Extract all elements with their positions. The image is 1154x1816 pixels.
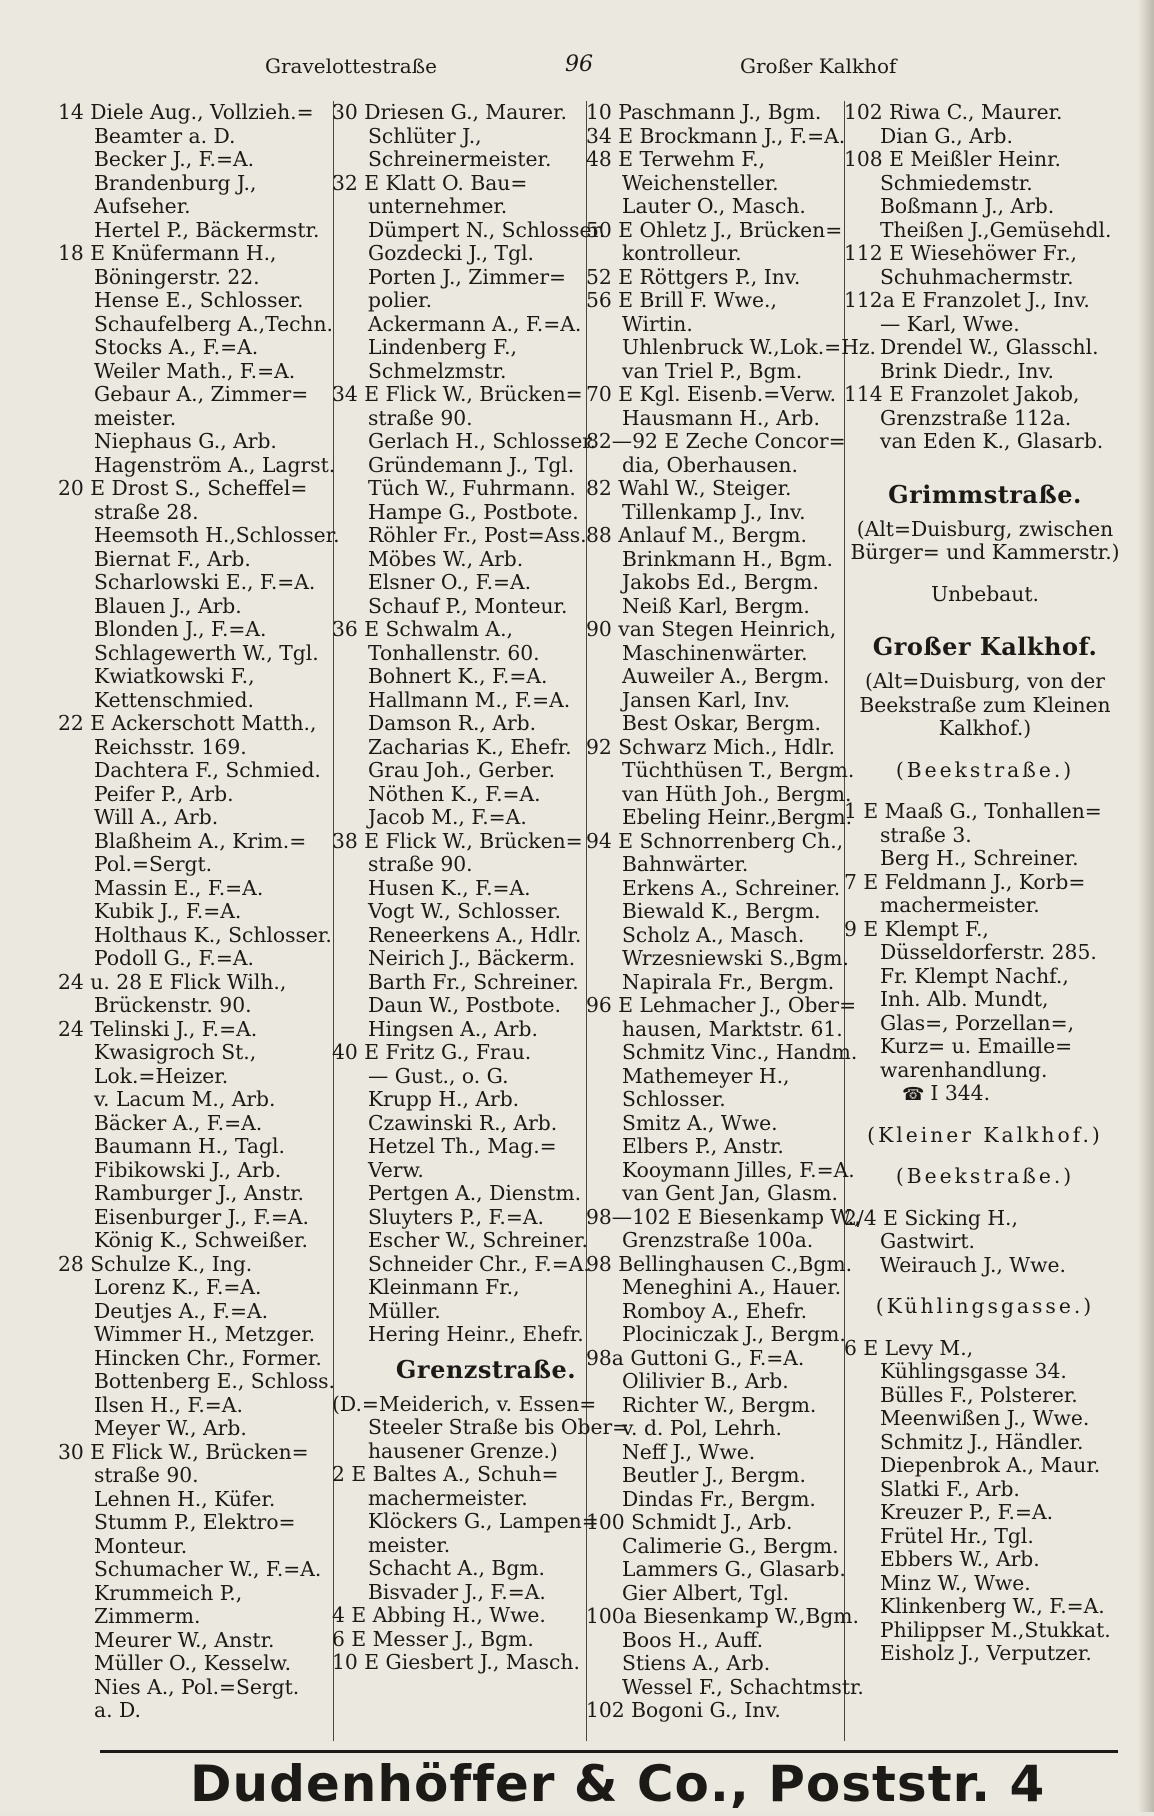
directory-entry: Brinkmann H., Bgm. <box>622 546 833 571</box>
directory-entry: Hallmann M., F.=A. <box>368 687 571 712</box>
header-street-end: Großer Kalkhof <box>740 54 897 78</box>
directory-entry: Sluyters P., F.=A. <box>368 1204 544 1229</box>
directory-entry: Bülles F., Polsterer. <box>880 1382 1078 1407</box>
directory-entry: Philippser M.,Stukkat. <box>880 1617 1111 1642</box>
directory-entry: Müller. <box>368 1298 441 1323</box>
sub-heading-kleiner-kalkhof: (Kleiner Kalkhof.) <box>867 1122 1103 1147</box>
directory-entry: Grenzstraße 112a. <box>880 405 1072 430</box>
directory-entry: Hertel P., Bäckermstr. <box>94 217 320 242</box>
directory-entry: Porten J., Zimmer= <box>368 264 567 289</box>
directory-entry: Biewald K., Bergm. <box>622 899 821 923</box>
directory-entry: Dindas Fr., Bergm. <box>622 1486 816 1511</box>
directory-entry: Schmitz Vinc., Handm. <box>622 1040 858 1064</box>
directory-entry: Ackermann A., F.=A. <box>368 311 582 336</box>
directory-entry: Will A., Arb. <box>94 805 219 829</box>
directory-entry: Deutjes A., F.=A. <box>94 1298 269 1323</box>
directory-entry: 28 Schulze K., Ing. <box>58 1251 253 1276</box>
directory-entry: 48 E Terwehm F., <box>586 147 766 171</box>
directory-entry: Kubik J., F.=A. <box>94 899 242 923</box>
directory-entry: 4 E Abbing H., Wwe. <box>332 1603 546 1627</box>
directory-entry: Böningerstr. 22. <box>94 264 260 289</box>
directory-entry: Nöthen K., F.=A. <box>368 781 541 806</box>
directory-entry: Romboy A., Ehefr. <box>622 1298 808 1323</box>
directory-entry: Calimerie G., Bergm. <box>622 1533 839 1558</box>
directory-entry: Brandenburg J., <box>94 170 257 195</box>
directory-entry: Niephaus G., Arb. <box>94 429 277 453</box>
directory-entry: Pol.=Sergt. <box>94 852 213 876</box>
directory-entry: Krupp H., Arb. <box>368 1087 520 1111</box>
directory-entry: Hampe G., Postbote. <box>368 499 579 524</box>
directory-entry: Plociniczak J., Bergm. <box>622 1322 846 1346</box>
directory-entry: Kettenschmied. <box>94 687 254 712</box>
directory-entry: Czawinski R., Arb. <box>368 1110 558 1135</box>
directory-entry: Gründemann J., Tgl. <box>368 452 575 477</box>
directory-entry: Eisholz J., Verputzer. <box>880 1641 1092 1665</box>
directory-entry: Hagenström A., Lagrst. <box>94 452 336 477</box>
directory-entry: Ilsen H., F.=A. <box>94 1392 243 1417</box>
directory-entry: Monteur. <box>94 1533 188 1558</box>
directory-entry: Neiß Karl, Bergm. <box>622 593 810 618</box>
directory-entry: machermeister. <box>880 893 1040 917</box>
directory-entry: Ebeling Heinr.,Bergm. <box>622 805 853 829</box>
directory-entry: van Gent Jan, Glasm. <box>622 1181 838 1205</box>
directory-entry: van Eden K., Glasarb. <box>880 429 1104 453</box>
directory-entry: kontrolleur. <box>622 241 742 265</box>
directory-entry: 96 E Lehmacher J., Ober= <box>586 993 857 1017</box>
directory-entry: 10 Paschmann J., Bgm. <box>586 100 822 124</box>
directory-entry: Kleinmann Fr., <box>368 1275 520 1299</box>
directory-entry: Nies A., Pol.=Sergt. <box>94 1674 300 1699</box>
directory-entry: Kwasigroch St., <box>94 1040 257 1064</box>
advertisement-footer: Dudenhöffer & Co., Poststr. 4 <box>190 1755 1046 1813</box>
directory-entry: Dian G., Arb. <box>880 123 1013 148</box>
directory-entry: Maschinenwärter. <box>622 640 808 665</box>
directory-entry: Müller O., Kesselw. <box>94 1651 292 1675</box>
directory-entry: 112a E Franzolet J., Inv. <box>844 288 1090 312</box>
directory-entry: Stiens A., Arb. <box>622 1651 771 1675</box>
phone-line <box>844 1082 1126 1106</box>
directory-entry: Erkens A., Schreiner. <box>622 875 841 900</box>
directory-entry: 24 u. 28 E Flick Wilh., <box>58 969 287 994</box>
directory-entry: 108 E Meißler Heinr. <box>844 147 1061 171</box>
directory-entry: Damson R., Arb. <box>368 711 537 735</box>
directory-entry: dia, Oberhausen. <box>622 452 798 477</box>
kuehlingsgasse-entries <box>844 1337 1126 1666</box>
phone-number: I 344. <box>930 1081 991 1105</box>
directory-entry: Heemsoth H.,Schlosser. <box>94 523 340 547</box>
directory-entry: van Hüth Joh., Bergm. <box>622 781 852 806</box>
directory-entry: Brückenstr. 90. <box>94 993 252 1017</box>
directory-entry: v. Lacum M., Arb. <box>94 1087 276 1111</box>
directory-entry: Möbes W., Arb. <box>368 546 524 571</box>
directory-entry: Drendel W., Glasschl. <box>880 335 1099 359</box>
directory-entry: warenhandlung. <box>880 1057 1048 1082</box>
directory-entry: Schlosser. <box>622 1087 726 1111</box>
description-line: Kalkhof.) <box>938 716 1032 740</box>
directory-entry: Lok.=Heizer. <box>94 1063 229 1088</box>
directory-entry: machermeister. <box>368 1485 528 1510</box>
directory-entry: straße 90. <box>94 1463 199 1487</box>
directory-entry: Meenwißen J., Wwe. <box>880 1406 1090 1430</box>
sub-heading-beekstrasse-2: (Beekstraße.) <box>895 1164 1075 1188</box>
directory-entry: Lindenberg F., <box>368 335 517 359</box>
directory-entry: Blauen J., Arb. <box>94 593 242 618</box>
directory-entry: Düsseldorferstr. 285. <box>880 940 1097 964</box>
directory-entry: 100a Biesenkamp W.,Bgm. <box>586 1604 859 1628</box>
description-line: (Alt=Duisburg, zwischen <box>856 516 1114 541</box>
directory-entry: Jacob M., F.=A. <box>368 805 527 829</box>
header-street-start: Gravelottestraße <box>265 54 437 78</box>
directory-entry: 102 Riwa C., Maurer. <box>844 100 1063 124</box>
directory-entry: Auweiler A., Bergm. <box>622 664 830 688</box>
directory-entry: 56 E Brill F. Wwe., <box>586 288 777 312</box>
directory-entry: Schlagewerth W., Tgl. <box>94 640 319 665</box>
directory-entry: meister. <box>94 405 177 430</box>
directory-entry: Massin E., F.=A. <box>94 875 264 900</box>
directory-entry: 1 E Maaß G., Tonhallen= <box>844 799 1102 823</box>
directory-entry: Boos H., Auff. <box>622 1627 764 1652</box>
directory-entry: 98—102 E Biesenkamp W., <box>586 1204 861 1229</box>
directory-entry: Schmelzmstr. <box>368 358 507 383</box>
directory-entry: Baumann H., Tagl. <box>94 1134 285 1158</box>
directory-entry: Verw. <box>368 1157 424 1182</box>
column-4 <box>844 101 1126 1741</box>
directory-entry: Meyer W., Arb. <box>94 1416 247 1440</box>
directory-entry: Eisenburger J., F.=A. <box>94 1204 309 1229</box>
directory-entry: Tonhallenstr. 60. <box>368 640 540 665</box>
directory-entry: Tüchthüsen T., Bergm. <box>622 758 855 782</box>
directory-entry: Glas=, Porzellan=, <box>880 1010 1075 1035</box>
directory-entry: — Karl, Wwe. <box>880 311 1020 336</box>
description-line: Beekstraße zum Kleinen <box>859 692 1111 717</box>
directory-entry: 24 Telinski J., F.=A. <box>58 1016 258 1041</box>
directory-entry: — Gust., o. G. <box>368 1063 509 1088</box>
grimmstrasse-note: Unbebaut. <box>931 581 1039 606</box>
directory-entry: Neirich J., Bäckerm. <box>368 946 576 970</box>
directory-entry: Tüch W., Fuhrmann. <box>368 476 576 500</box>
directory-entry: Blonden J., F.=A. <box>94 617 267 641</box>
directory-entry: Hering Heinr., Ehefr. <box>368 1322 584 1346</box>
directory-entry: Theißen J.,Gemüsehdl. <box>880 217 1112 242</box>
directory-entry: straße 90. <box>368 405 473 430</box>
description-line: Bürger= und Kammerstr.) <box>850 540 1120 564</box>
directory-entry: polier. <box>368 288 433 312</box>
directory-entry: Gier Albert, Tgl. <box>622 1580 790 1605</box>
directory-entry: Brink Diedr., Inv. <box>880 358 1054 383</box>
directory-entry: Scharlowski E., F.=A. <box>94 570 316 594</box>
directory-entry: Schlüter J., <box>368 123 482 148</box>
directory-entry: Minz W., Wwe. <box>880 1570 1031 1595</box>
directory-entry: Husen K., F.=A. <box>368 875 531 900</box>
directory-entry: Hingsen A., Arb. <box>368 1016 538 1041</box>
directory-entry: Meurer W., Anstr. <box>94 1627 275 1652</box>
directory-entry: Berg H., Schreiner. <box>880 846 1079 870</box>
directory-entry: Weichensteller. <box>622 170 779 195</box>
directory-entry: Beamter a. D. <box>94 123 236 148</box>
sub-heading-kuehlingsgasse: (Kühlingsgasse.) <box>875 1294 1095 1318</box>
directory-entry: Klinkenberg W., F.=A. <box>880 1594 1105 1618</box>
directory-entry: Pertgen A., Dienstm. <box>368 1181 582 1205</box>
directory-entry: Schacht A., Bgm. <box>368 1556 545 1580</box>
directory-entry: Barth Fr., Schreiner. <box>368 969 579 994</box>
directory-entry: Podoll G., F.=A. <box>94 946 254 970</box>
page-edge <box>1138 0 1154 1812</box>
directory-entry: Olilivier B., Arb. <box>622 1369 789 1393</box>
directory-entry: Diepenbrok A., Maur. <box>880 1453 1101 1477</box>
directory-entry: straße 90. <box>368 852 473 876</box>
directory-entry: Blaßheim A., Krim.= <box>94 828 307 853</box>
directory-entry: a. D. <box>94 1698 141 1722</box>
directory-entry: Bisvader J., F.=A. <box>368 1579 546 1604</box>
directory-entry: 30 E Flick W., Brücken= <box>58 1439 309 1464</box>
directory-entry: Grau Joh., Gerber. <box>368 758 556 782</box>
directory-entry: Reichsstr. 169. <box>94 734 247 759</box>
directory-entry: Kreuzer P., F.=A. <box>880 1500 1054 1524</box>
directory-entry: Kurz= u. Emaille= <box>880 1034 1073 1058</box>
directory-entry: 92 Schwarz Mich., Hdlr. <box>586 734 835 759</box>
directory-entry: Steeler Straße bis Ober= <box>368 1415 630 1439</box>
directory-entry: Best Oskar, Bergm. <box>622 711 821 735</box>
grimmstrasse-description <box>844 518 1126 565</box>
directory-entry: Beutler J., Bergm. <box>622 1463 806 1487</box>
directory-entry: Gebaur A., Zimmer= <box>94 382 309 406</box>
directory-entry: Kühlingsgasse 34. <box>880 1359 1067 1383</box>
directory-entry: Krummeich P., <box>94 1580 243 1605</box>
directory-entry: Lehnen H., Küfer. <box>94 1486 276 1511</box>
section-heading-grosser-kalkhof: Großer Kalkhof. <box>872 632 1098 661</box>
directory-entry: Daun W., Postbote. <box>368 993 561 1017</box>
description-line: (Alt=Duisburg, von der <box>865 669 1105 693</box>
directory-entry: Scholz A., Masch. <box>622 922 805 947</box>
directory-entry: Lorenz K., F.=A. <box>94 1275 262 1299</box>
directory-entry: Hincken Chr., Former. <box>94 1345 322 1370</box>
directory-entry: Klöckers G., Lampen= <box>368 1509 599 1533</box>
directory-entry: Stocks A., F.=A. <box>94 335 259 359</box>
directory-entry: Ramburger J., Anstr. <box>94 1181 305 1205</box>
directory-entry: 32 E Klatt O. Bau= <box>332 170 528 195</box>
directory-entry: Hetzel Th., Mag.= <box>368 1134 557 1158</box>
directory-entry: Gozdecki J., Tgl. <box>368 241 535 265</box>
directory-entry: 7 E Feldmann J., Korb= <box>844 869 1086 894</box>
directory-entry: Boßmann J., Arb. <box>880 194 1055 218</box>
directory-entry: Dachtera F., Schmied. <box>94 758 321 782</box>
directory-entry: Stumm P., Elektro= <box>94 1510 296 1534</box>
page-number: 96 <box>565 52 593 77</box>
directory-entry: Fr. Klempt Nachf., <box>880 963 1069 988</box>
directory-entry: Wirtin. <box>622 311 693 336</box>
section-heading-grimmstrasse: Grimmstraße. <box>888 479 1082 509</box>
directory-entry: hausen, Marktstr. 61. <box>622 1016 843 1041</box>
directory-entry: 10 E Giesbert J., Masch. <box>332 1650 580 1674</box>
directory-entry: Gastwirt. <box>880 1229 975 1253</box>
directory-entry: 70 E Kgl. Eisenb.=Verw. <box>586 382 837 406</box>
directory-entry: Jansen Karl, Inv. <box>622 687 791 712</box>
kleiner-kalkhof-entries <box>844 1207 1126 1278</box>
directory-entry: Röhler Fr., Post=Ass. <box>368 523 587 547</box>
directory-entry: Bäcker A., F.=A. <box>94 1110 263 1135</box>
directory-entry: 90 van Stegen Heinrich, <box>586 617 837 641</box>
directory-entry: Dümpert N., Schlosser. <box>368 217 606 242</box>
directory-entry: Wrzesniewski S.,Bgm. <box>622 946 849 970</box>
directory-entry: 14 Diele Aug., Vollzieh.= <box>58 100 314 124</box>
directory-entry: Kooymann Jilles, F.=A. <box>622 1157 855 1182</box>
directory-entry: 2 E Baltes A., Schuh= <box>332 1462 559 1486</box>
directory-entry: 6 E Levy M., <box>844 1335 974 1360</box>
directory-entry: Schumacher W., F.=A. <box>94 1557 322 1581</box>
directory-entry: van Triel P., Bgm. <box>622 358 803 383</box>
directory-entry: 98a Guttoni G., F.=A. <box>586 1345 805 1370</box>
directory-entry: Mathemeyer H., <box>622 1063 790 1088</box>
kalkhof-description <box>844 670 1126 741</box>
directory-entry: Bahnwärter. <box>622 852 749 876</box>
directory-entry: 114 E Franzolet Jakob, <box>844 382 1080 406</box>
directory-entry: Schuhmachermstr. <box>880 264 1074 289</box>
directory-entry: Peifer P., Arb. <box>94 781 234 806</box>
directory-entry: 102 Bogoni G., Inv. <box>586 1698 781 1722</box>
directory-entry: 34 E Flick W., Brücken= <box>332 382 583 406</box>
directory-entry: Becker J., F.=A. <box>94 147 255 171</box>
directory-entry: 2/4 E Sicking H., <box>844 1205 1018 1230</box>
directory-entry: Tillenkamp J., Inv. <box>622 499 806 524</box>
directory-entry: 22 E Ackerschott Matth., <box>58 711 317 735</box>
directory-entry: Escher W., Schreiner. <box>368 1228 588 1252</box>
directory-entry: 30 Driesen G., Maurer. <box>332 100 567 124</box>
directory-entry: straße 3. <box>880 822 972 847</box>
directory-entry: 112 E Wiesehöwer Fr., <box>844 241 1078 265</box>
directory-entry: Lammers G., Glasarb. <box>622 1557 846 1581</box>
directory-entry: 100 Schmidt J., Arb. <box>586 1510 793 1534</box>
directory-entry: Lauter O., Masch. <box>622 194 806 218</box>
directory-entry: 38 E Flick W., Brücken= <box>332 828 583 853</box>
directory-entry: Hausmann H., Arb. <box>622 405 820 430</box>
directory-entry: 88 Anlauf M., Bergm. <box>586 523 807 547</box>
directory-entry: Zacharias K., Ehefr. <box>368 734 572 759</box>
directory-entry: Grenzstraße 100a. <box>622 1228 814 1252</box>
directory-entry: Meneghini A., Hauer. <box>622 1275 842 1299</box>
directory-entry: 82—92 E Zeche Concor= <box>586 429 846 453</box>
directory-entry: 34 E Brockmann J., F.=A. <box>586 123 846 148</box>
directory-entry: Smitz A., Wwe. <box>622 1110 778 1135</box>
directory-entry: Hense E., Schlosser. <box>94 288 304 312</box>
directory-columns <box>58 101 1118 1741</box>
directory-entry: 6 E Messer J., Bgm. <box>332 1626 534 1651</box>
directory-entry: 40 E Fritz G., Frau. <box>332 1040 532 1064</box>
directory-entry: (D.=Meiderich, v. Essen= <box>332 1391 597 1416</box>
directory-entry: Holthaus K., Schlosser. <box>94 922 332 947</box>
directory-entry: meister. <box>368 1532 451 1557</box>
directory-entry: Reneerkens A., Hdlr. <box>368 922 582 947</box>
directory-entry: Jakobs Ed., Bergm. <box>622 570 819 594</box>
directory-entry: Napirala Fr., Bergm. <box>622 969 835 994</box>
directory-entry: Schauf P., Monteur. <box>368 593 568 618</box>
directory-entry: Gerlach H., Schlosser. <box>368 429 597 453</box>
directory-entry: Neff J., Wwe. <box>622 1439 756 1464</box>
directory-entry: Schreinermeister. <box>368 147 552 171</box>
directory-entry: Zimmerm. <box>94 1604 201 1628</box>
directory-entry: 98 Bellinghausen C.,Bgm. <box>586 1251 853 1276</box>
directory-entry: Fibikowski J., Arb. <box>94 1157 282 1182</box>
directory-entry: 94 E Schnorrenberg Ch., <box>586 828 844 853</box>
directory-entry: 36 E Schwalm A., <box>332 617 513 641</box>
directory-entry: hausener Grenze.) <box>368 1438 558 1463</box>
directory-entry: Wimmer H., Metzger. <box>94 1322 316 1346</box>
directory-entry: Slatki F., Arb. <box>880 1476 1020 1501</box>
directory-entry: 18 E Knüfermann H., <box>58 241 277 265</box>
directory-entry: 50 E Ohletz J., Brücken= <box>586 217 843 242</box>
directory-entry: Inh. Alb. Mundt, <box>880 987 1049 1011</box>
directory-entry: Aufseher. <box>94 194 191 218</box>
directory-entry: Schmitz J., Händler. <box>880 1429 1084 1454</box>
directory-entry: Kwiatkowski F., <box>94 664 255 688</box>
directory-entry: Weiler Math., F.=A. <box>94 358 296 383</box>
directory-entry: Ebbers W., Arb. <box>880 1547 1040 1571</box>
directory-entry: Wessel F., Schachtmstr. <box>622 1674 864 1699</box>
column-1 <box>58 100 340 1741</box>
directory-entry: straße 28. <box>94 499 199 524</box>
directory-entry: 52 E Röttgers P., Inv. <box>586 264 801 289</box>
directory-entry: 20 E Drost S., Scheffel= <box>58 476 308 500</box>
directory-entry: Elsner O., F.=A. <box>368 570 532 594</box>
directory-entry: Schmiedemstr. <box>880 170 1033 195</box>
directory-entry: Biernat F., Arb. <box>94 546 251 571</box>
page-header <box>100 48 1120 88</box>
directory-entry: Weirauch J., Wwe. <box>880 1252 1066 1277</box>
directory-entry: Uhlenbruck W.,Lok.=Hz. <box>622 335 876 359</box>
kalkhof-entries <box>844 800 1126 1082</box>
directory-entry: Vogt W., Schlosser. <box>368 899 561 923</box>
directory-entry: König K., Schweißer. <box>94 1228 308 1252</box>
directory-entry: Schaufelberg A.,Techn. <box>94 311 333 336</box>
sub-heading-beekstrasse: (Beekstraße.) <box>895 757 1075 782</box>
directory-entry: 82 Wahl W., Steiger. <box>586 476 792 500</box>
section-heading-grenzstrasse: Grenzstraße. <box>395 1354 577 1384</box>
telephone-icon: ☎ <box>902 1084 925 1105</box>
directory-entry: Elbers P., Anstr. <box>622 1134 784 1158</box>
directory-entry: Richter W., Bergm. <box>622 1392 817 1417</box>
directory-entry: unternehmer. <box>368 194 508 218</box>
directory-entry: Bottenberg E., Schloss. <box>94 1369 336 1393</box>
directory-entry: 9 E Klempt F., <box>844 916 989 941</box>
directory-entry: v. d. Pol, Lehrh. <box>622 1416 782 1440</box>
directory-entry: Bohnert K., F.=A. <box>368 664 548 688</box>
grenzstrasse-continued <box>844 101 1126 454</box>
directory-entry: Frütel Hr., Tgl. <box>880 1523 1034 1548</box>
directory-entry: Schneider Chr., F.=A. <box>368 1251 590 1276</box>
